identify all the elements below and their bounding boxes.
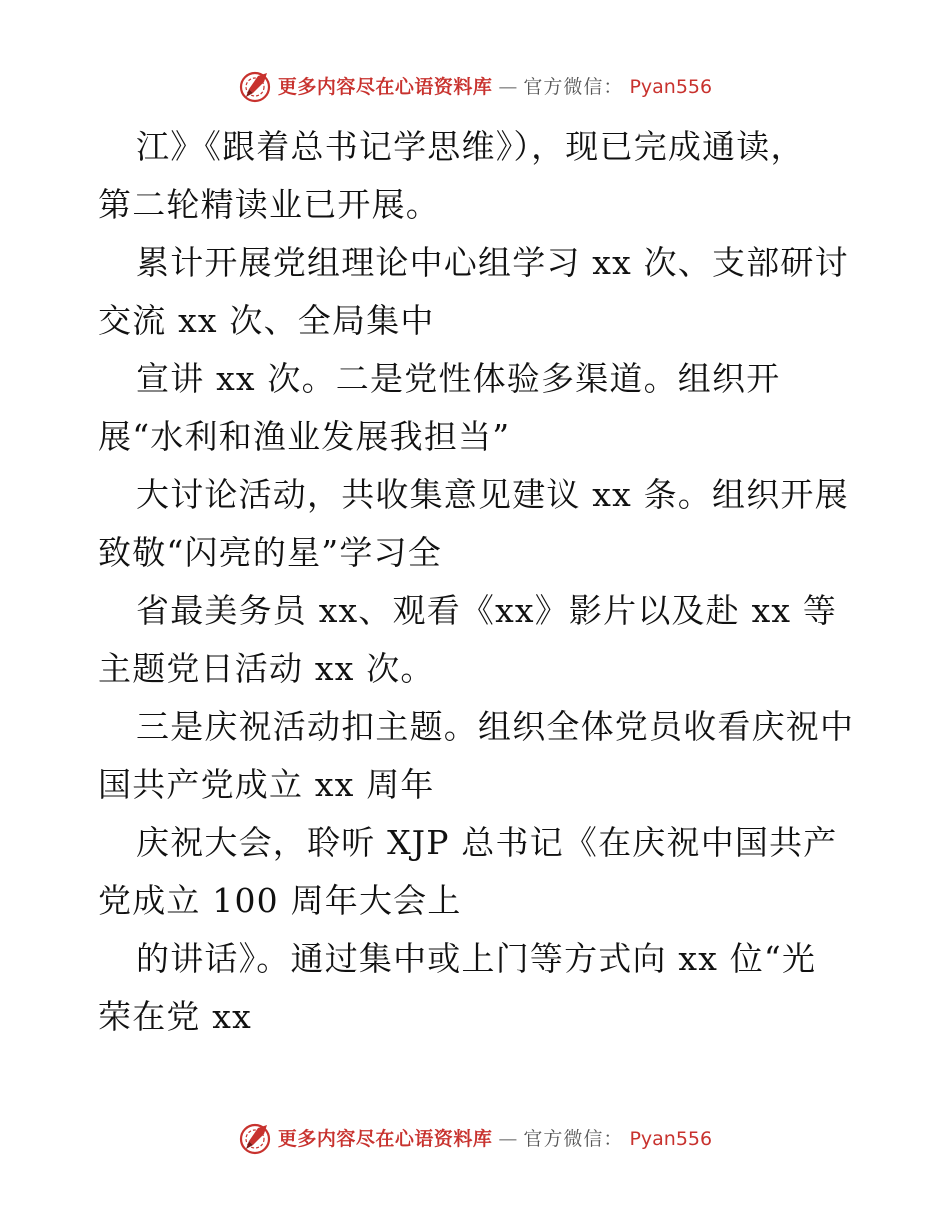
document-body <box>98 118 858 1046</box>
body-line: 国共产党成立 xx 周年 <box>98 765 435 804</box>
body-line: 江》《跟着总书记学思维》），现已完成通读， <box>136 127 805 166</box>
header-brand <box>238 70 712 104</box>
header-brand-text: 更多内容尽在心语资料库 <box>277 75 493 98</box>
pen-nib-logo-icon <box>238 70 272 104</box>
header-official-label: 官方微信： <box>523 75 624 98</box>
body-line: 第二轮精读业已开展。 <box>98 185 440 224</box>
footer-official-label: 官方微信： <box>523 1127 624 1150</box>
body-line: 累计开展党组理论中心组学习 xx 次、支部研讨 <box>136 243 849 282</box>
header-account-id: Pyan556 <box>629 75 713 98</box>
body-line: 省最美务员 xx、观看《xx》影片以及赴 xx 等 <box>136 591 838 630</box>
body-line: 荣在党 xx <box>98 997 252 1036</box>
footer-account-id: Pyan556 <box>629 1127 713 1150</box>
pen-nib-logo-icon <box>238 1122 272 1156</box>
footer-brand <box>238 1122 712 1156</box>
body-line: 交流 xx 次、全局集中 <box>98 301 435 340</box>
header-separator: — <box>498 75 518 98</box>
body-line: 主题党日活动 xx 次。 <box>98 649 435 688</box>
footer-separator: — <box>498 1127 518 1150</box>
body-line: 展“水利和渔业发展我担当” <box>98 417 511 456</box>
body-line: 致敬“闪亮的星”学习全 <box>98 533 442 572</box>
body-line: 庆祝大会，聆听 XJP 总书记《在庆祝中国共产 <box>136 823 838 862</box>
body-line: 党成立 100 周年大会上 <box>98 881 462 920</box>
page-footer <box>0 1122 950 1156</box>
footer-brand-text: 更多内容尽在心语资料库 <box>277 1127 493 1150</box>
body-line: 大讨论活动，共收集意见建议 xx 条。组织开展 <box>136 475 849 514</box>
page-header <box>0 70 950 104</box>
body-line: 宣讲 xx 次。二是党性体验多渠道。组织开 <box>136 359 781 398</box>
body-line: 的讲话》。通过集中或上门等方式向 xx 位“光 <box>136 939 817 978</box>
body-line: 三是庆祝活动扣主题。组织全体党员收看庆祝中 <box>136 707 855 746</box>
